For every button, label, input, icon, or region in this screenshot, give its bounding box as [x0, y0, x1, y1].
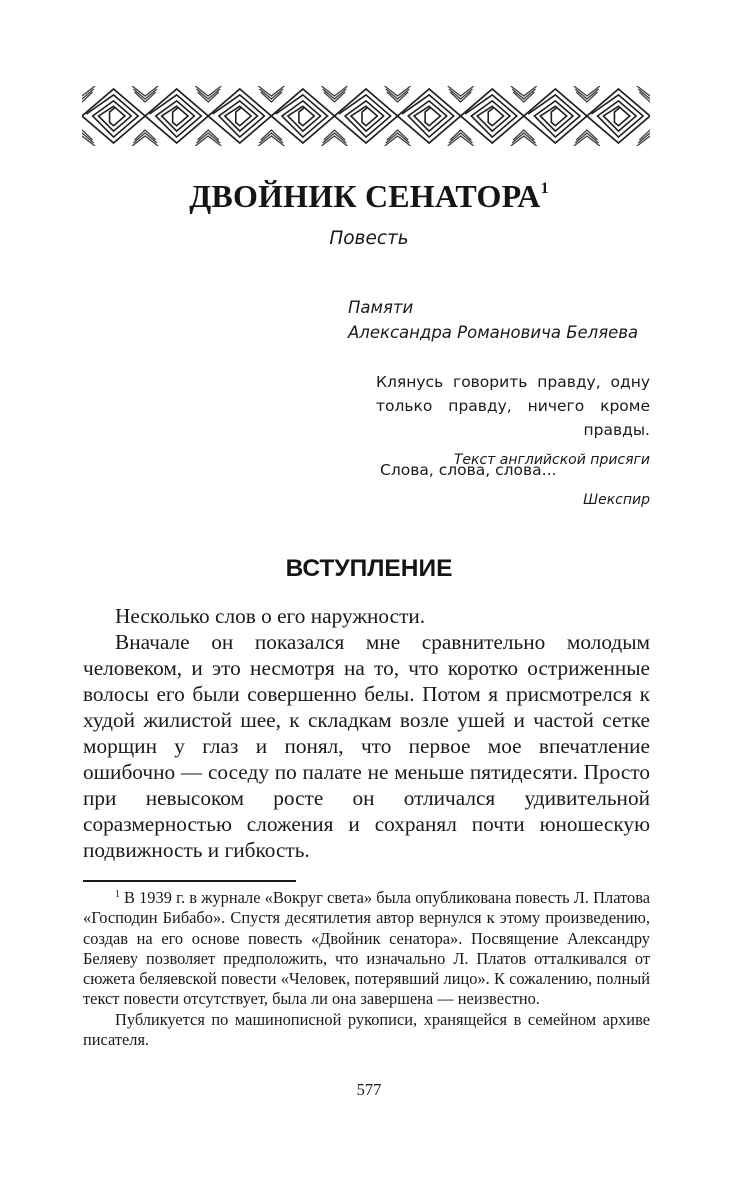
epigraph-2-text: Слова, слова, слова...	[380, 461, 557, 479]
epigraph-1-source: Текст английской присяги	[453, 452, 650, 468]
dedication	[348, 295, 638, 345]
body-text	[83, 603, 650, 863]
spiral-diamond-border-ornament	[82, 86, 650, 146]
chapter-title	[0, 176, 738, 216]
body-paragraph-1: Несколько слов о его наружности.	[115, 604, 426, 628]
footnote-separator-rule	[83, 880, 296, 882]
epigraph-1-text: Клянусь говорить правду, одну только правду, ничего кроме правды.	[376, 373, 650, 439]
epigraph-2-source: Шекспир	[583, 492, 650, 508]
chapter-title-text: ДВОЙНИК СЕНАТОРА	[189, 178, 541, 214]
dedication-line-1: Памяти	[348, 298, 414, 317]
genre-subtitle: Повесть	[329, 228, 409, 249]
page-number: 577	[356, 1080, 382, 1099]
footnote-1	[83, 888, 650, 1010]
footnote-ref-1[interactable]: 1	[540, 180, 549, 197]
epigraph-1	[376, 370, 650, 472]
dedication-line-2: Александра Романовича Беляева	[348, 323, 639, 342]
section-heading: ВСТУПЛЕНИЕ	[285, 555, 453, 582]
footnote-1-marker: 1	[115, 889, 120, 900]
footnote-1-text: В 1939 г. в журнале «Вокруг света» была опубликована повесть Л. Платова «Господин Бибабо». Спустя десятилетия автор вернулся к этому произведению, создав на его основе повесть «Двойник сенатора». Посвящение Александру Беляеву позволяет предположить, что изначально Л. Платов отталкивался от сюжета беляевской повести «Человек, потерявший лицо». К сожалению, полный текст повести отсутствует, была ли она завершена — неизвестно.	[83, 888, 650, 1009]
footnote-1-note: Публикуется по машинописной рукописи, хранящейся в семейном архиве писателя.	[83, 1009, 650, 1050]
epigraph-2	[380, 458, 650, 512]
footnotes	[83, 888, 650, 1050]
body-paragraph-2: Вначале он показался мне сравнительно молодым человеком, и это несмотря на то, что коротко остриженные волосы его были совершенно белы. Потом я присмотрелся к худой жилистой шее, к складкам возле ушей и частой сетке морщин у глаз и понял, что первое мое впечатление ошибочно — соседу по палате не меньше пятидесяти. Просто при невысоком росте он отличался удивительной соразмерностью сложения и сохранял почти юношескую подвижность и гибкость.	[83, 630, 650, 862]
